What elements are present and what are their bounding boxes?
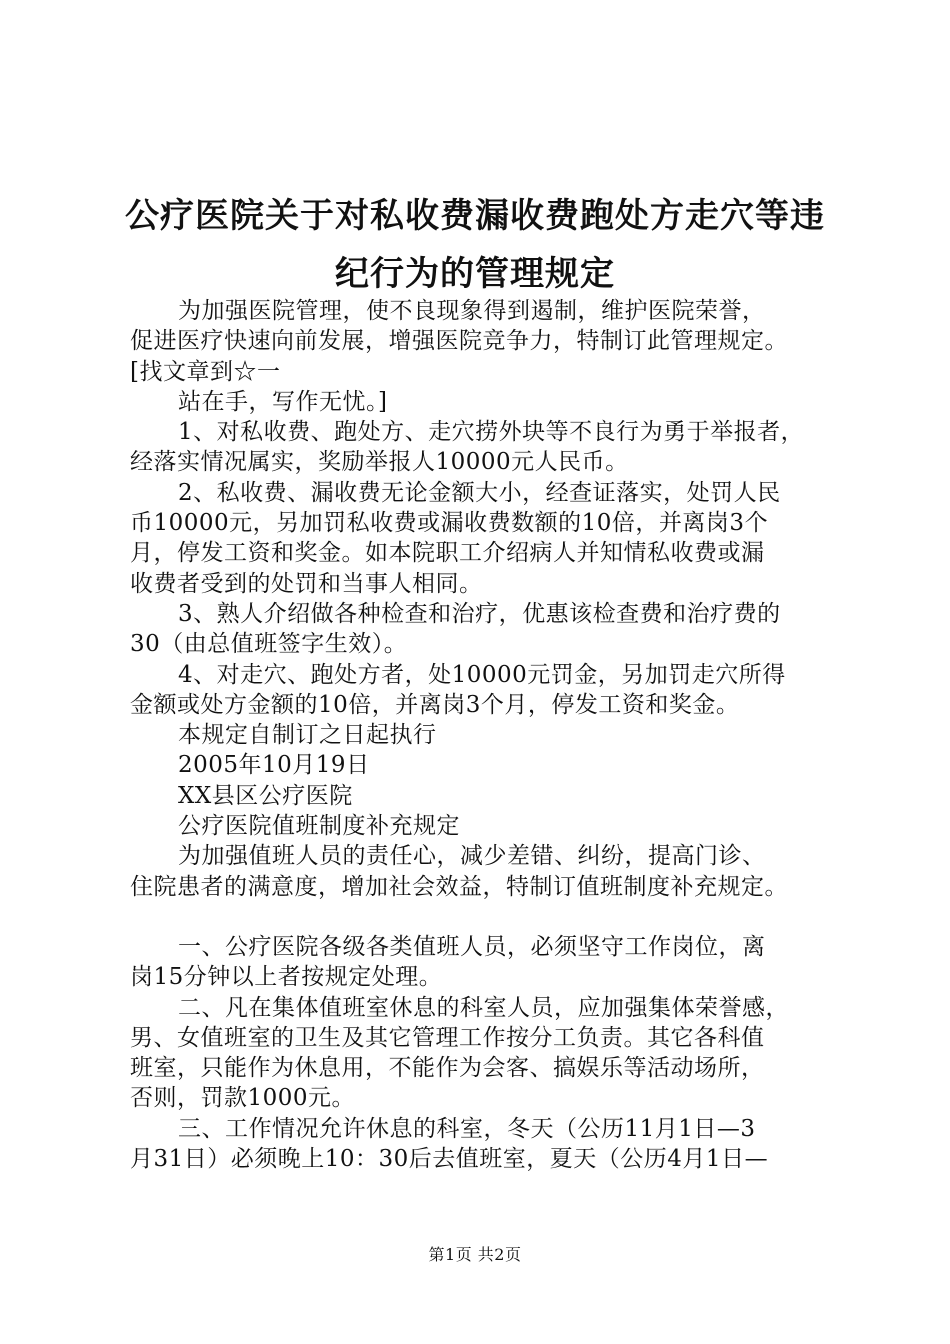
paragraph-line: 1、对私收费、跑处方、走穴捞外块等不良行为勇于举报者，: [178, 419, 805, 446]
paragraph-line: 收费者受到的处罚和当事人相同。: [130, 570, 483, 597]
paragraph-line: 4、对走穴、跑处方者，处10000元罚金，另加罚走穴所得: [178, 661, 786, 688]
paragraph-line: 2、私收费、漏收费无论金额大小，经查证落实，处罚人民: [178, 479, 781, 506]
paragraph-line: 一、公疗医院各级各类值班人员，必须坚守工作岗位，离: [178, 933, 766, 960]
paragraph-line: 促进医疗快速向前发展，增强医院竞争力，特制订此管理规定。: [130, 328, 788, 355]
paragraph-line: 为加强值班人员的责任心，减少差错、纠纷，提高门诊、: [178, 843, 766, 870]
date-line: 2005年10月19日: [178, 752, 370, 779]
paragraph-line: 金额或处方金额的10倍，并离岗3个月，停发工资和奖金。: [130, 691, 740, 718]
paragraph-line: 币10000元，另加罚私收费或漏收费数额的10倍，并离岗3个: [130, 510, 769, 537]
section-heading: 公疗医院值班制度补充规定: [178, 813, 460, 840]
page-footer: 第1页 共2页: [428, 1245, 522, 1264]
issuer-line: XX县区公疗医院: [178, 782, 353, 809]
blank-line: [130, 902, 830, 932]
paragraph-line: 本规定自制订之日起执行: [178, 722, 437, 749]
document-title-line-2: 纪行为的管理规定: [335, 254, 615, 294]
paragraph-line: 二、凡在集体值班室休息的科室人员，应加强集体荣誉感，: [178, 994, 789, 1021]
paragraph-line: 否则，罚款1000元。: [130, 1085, 356, 1112]
paragraph-line: 男、女值班室的卫生及其它管理工作按分工负责。其它各科值: [130, 1024, 765, 1051]
paragraph-line: 月31日）必须晚上10：30后去值班室，夏天（公历4月1日—: [130, 1146, 769, 1173]
paragraph-line: 30（由总值班签字生效）。: [130, 631, 408, 658]
paragraph-line: 经落实情况属实，奖励举报人10000元人民币。: [130, 449, 629, 476]
paragraph-line: 班室，只能作为休息用，不能作为会客、搞娱乐等活动场所，: [130, 1055, 765, 1082]
document-title-line-1: 公疗医院关于对私收费漏收费跑处方走穴等违: [125, 196, 825, 236]
paragraph-line: [找文章到☆一: [130, 358, 281, 385]
paragraph-line: 岗15分钟以上者按规定处理。: [130, 964, 443, 991]
paragraph-line: 3、熟人介绍做各种检查和治疗，优惠该检查费和治疗费的: [178, 600, 781, 627]
paragraph-line: 三、工作情况允许休息的科室，冬天（公历11月1日—3: [178, 1115, 756, 1142]
document-body: [130, 296, 830, 1174]
paragraph-line: 为加强医院管理，使不良现象得到遏制，维护医院荣誉，: [178, 298, 766, 324]
paragraph-line: 站在手，写作无忧。]: [178, 388, 388, 415]
paragraph-line: 月，停发工资和奖金。如本院职工介绍病人并知情私收费或漏: [130, 540, 765, 567]
paragraph-line: 住院患者的满意度，增加社会效益，特制订值班制度补充规定。: [130, 873, 788, 900]
